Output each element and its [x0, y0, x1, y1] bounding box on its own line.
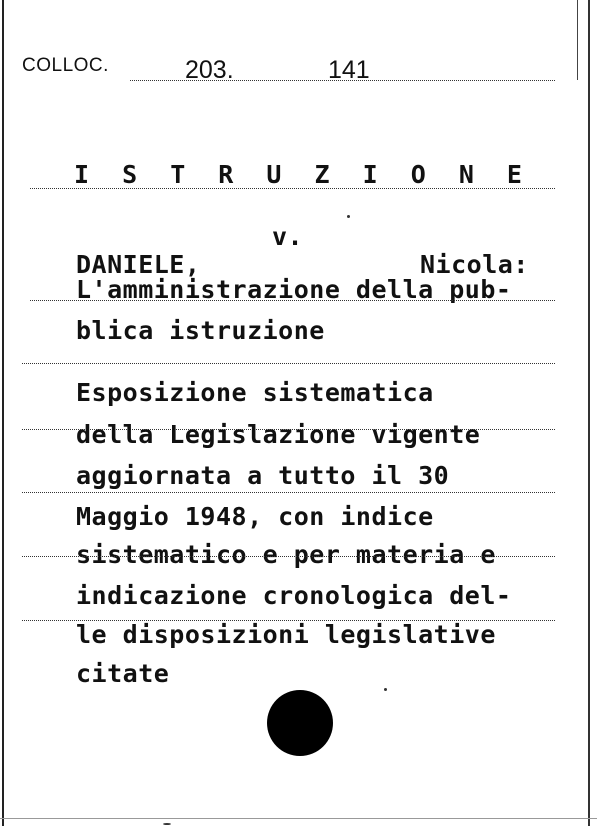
description-line-3: aggiornata a tutto il 30: [76, 461, 450, 490]
card-right-mark: [577, 0, 578, 80]
subject-heading: I S T R U Z I O N E: [74, 160, 531, 189]
description-rule-3: [22, 556, 555, 557]
author-surname: DANIELE,: [76, 250, 201, 279]
colloc-label: COLLOC.: [22, 55, 109, 76]
subject-rule: [30, 188, 555, 189]
title-rule: [30, 300, 555, 301]
description-line-5: sistematico e per materia e: [76, 540, 496, 569]
title-line-1: L'amministrazione della pub-: [76, 275, 512, 304]
card-right-edge: [588, 0, 590, 826]
description-line-8: citate: [76, 659, 170, 688]
speck: [384, 688, 387, 691]
see-also-mark: v.: [272, 222, 304, 251]
card-bottom-edge: [0, 818, 597, 819]
colloc-number-2: 141: [328, 56, 370, 84]
description-line-4: Maggio 1948, con indice: [76, 502, 434, 531]
description-rule-2: [22, 492, 555, 493]
speck: [347, 215, 350, 218]
punch-hole: [267, 690, 333, 756]
colloc-rule: [130, 80, 555, 81]
colloc-number-1: 203.: [185, 56, 234, 84]
author-firstname: Nicola:: [420, 250, 529, 279]
title-line-2: blica istruzione: [76, 316, 325, 345]
description-line-6: indicazione cronologica del-: [76, 581, 512, 610]
description-line-1: Esposizione sistematica: [76, 378, 434, 407]
card-left-edge: [2, 0, 4, 826]
description-line-2: della Legislazione vigente: [76, 420, 481, 449]
description-line-7: le disposizioni legislative: [76, 620, 496, 649]
speck: [163, 823, 171, 825]
section-rule: [22, 363, 555, 364]
